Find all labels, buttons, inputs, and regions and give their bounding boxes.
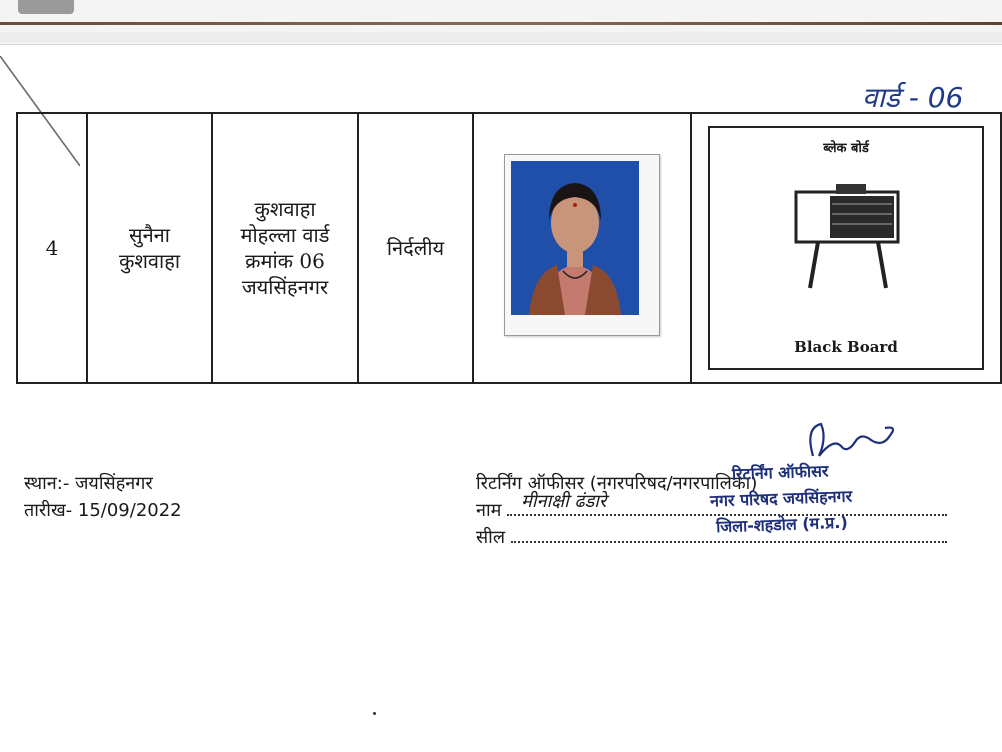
stamp-line: रिटर्निंग ऑफीसर: [731, 461, 829, 484]
address-line: कुशवाहा: [254, 197, 316, 221]
officer-name-handwritten: मीनाक्षी ढंडारे: [521, 491, 607, 512]
address-line: मोहल्ला वार्ड: [240, 223, 330, 247]
address-line: जयसिंहनगर: [241, 275, 329, 299]
party-name: निर्दलीय: [386, 236, 445, 260]
seal-label: सील: [476, 527, 506, 548]
address-line: क्रमांक 06: [245, 249, 325, 273]
official-stamp: [709, 458, 854, 541]
date-line: तारीख- 15/09/2022: [24, 500, 182, 521]
paper-edge: [0, 22, 1002, 25]
name-label: नाम: [476, 500, 502, 521]
candidate-table: [16, 112, 1002, 384]
footer-left: [24, 470, 182, 524]
candidate-photo: [504, 154, 660, 336]
symbol-cell: [691, 113, 1001, 383]
symbol-label-english: Black Board: [794, 338, 898, 356]
table-row: [17, 113, 1001, 383]
portrait-image: [511, 161, 639, 315]
scan-speck: [373, 712, 376, 715]
top-scan-strip: [0, 0, 1002, 45]
election-symbol-box: [708, 126, 984, 370]
symbol-label-hindi: ब्लेक बोर्ड: [823, 141, 869, 156]
stamp-line: नगर परिषद जयसिंहनगर: [709, 486, 853, 511]
serial-number: 4: [45, 236, 59, 260]
candidate-name: सुनैना कुशवाहा: [118, 223, 181, 273]
serial-cell: [17, 113, 87, 383]
officer-line: रिटर्निंग ऑफीसर (नगरपरिषद/नगरपालिका): [476, 473, 758, 494]
party-cell: [358, 113, 473, 383]
place-line: स्थान:- जयसिंहनगर: [24, 473, 153, 494]
blackboard-icon: [792, 184, 902, 294]
viewer-tab[interactable]: [18, 0, 74, 14]
separator-band: [0, 32, 1002, 42]
stamp-line: जिला-शहडोल (म.प्र.): [715, 512, 849, 537]
name-cell: [87, 113, 212, 383]
photo-cell: [473, 113, 691, 383]
address-cell: [212, 113, 358, 383]
ward-number-handwritten: वार्ड - 06: [862, 81, 964, 114]
